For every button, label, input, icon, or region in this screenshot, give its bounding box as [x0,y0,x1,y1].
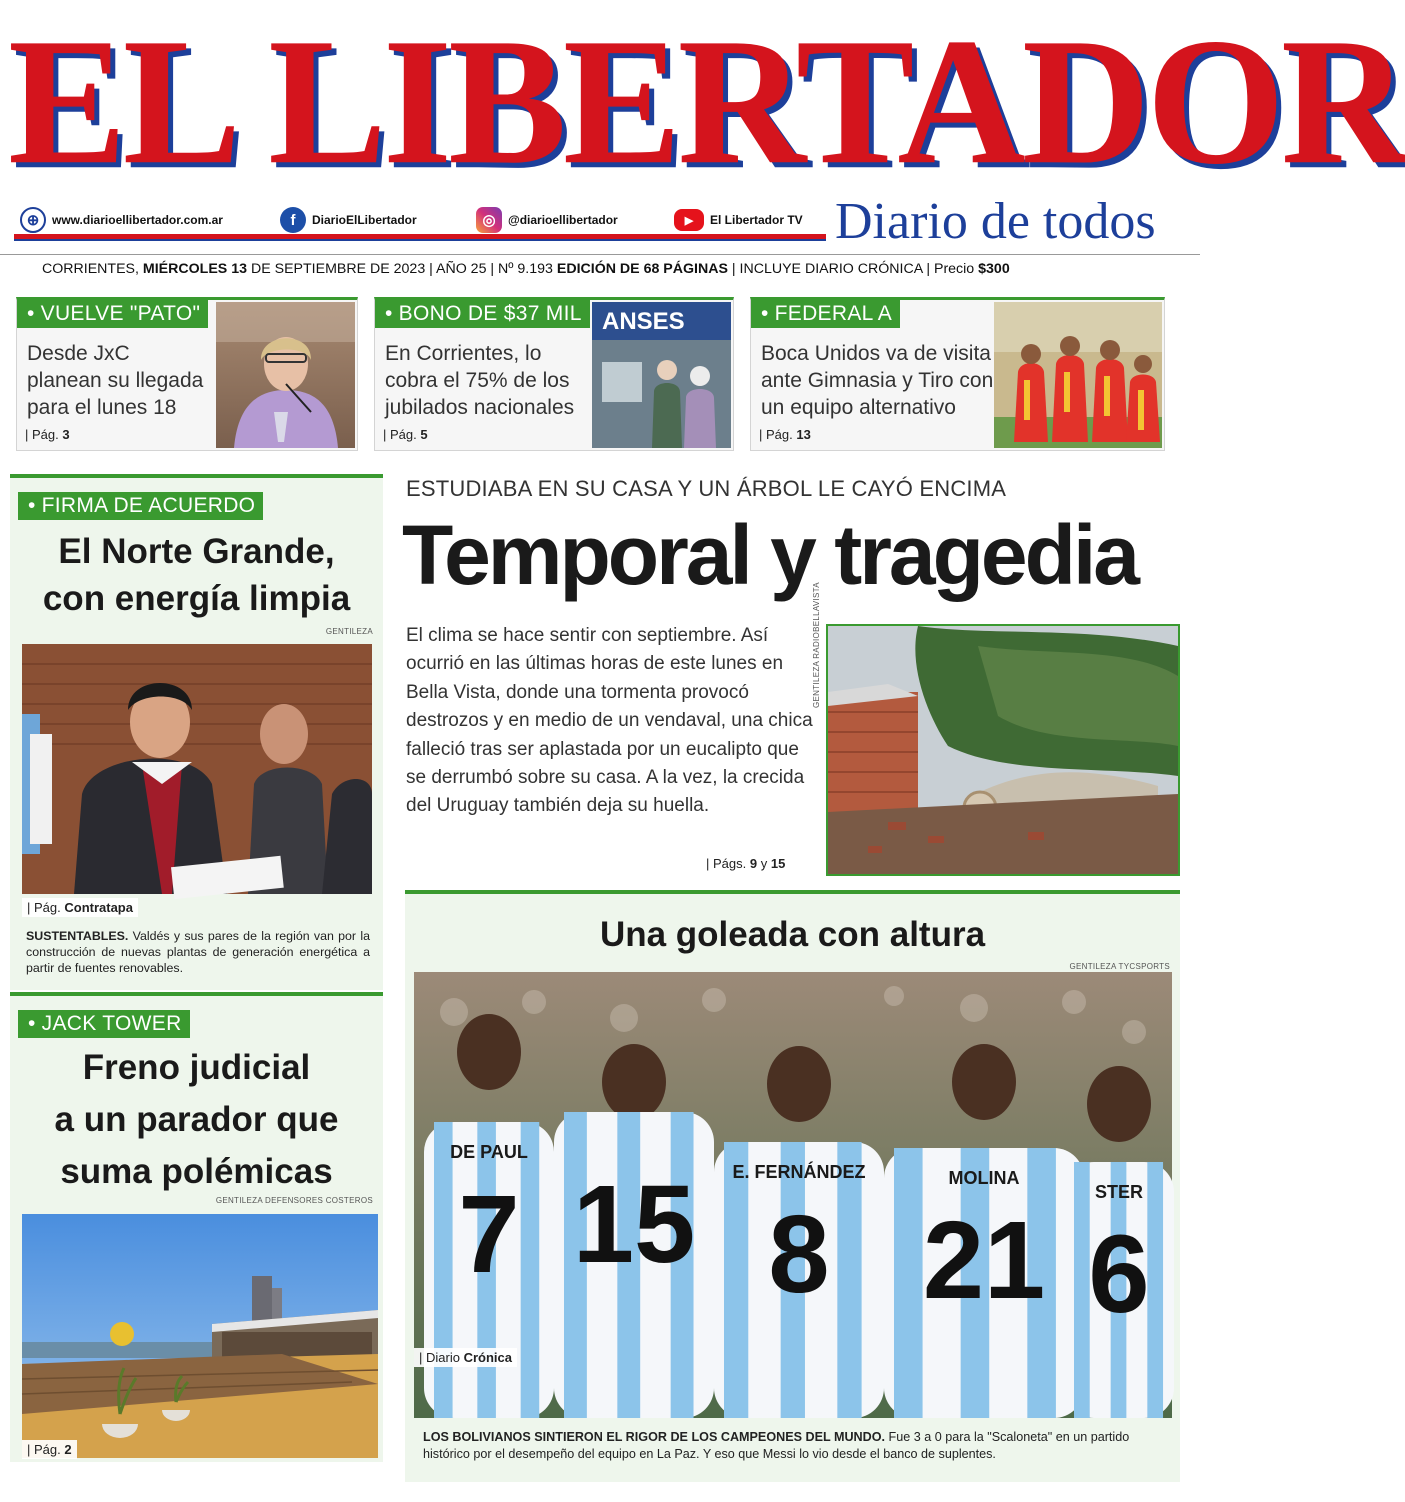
youtube-label: El Libertador TV [710,213,803,227]
teaser-line: para el lunes 18 [27,396,177,419]
main-lead: El clima se hace sentir con septiembre. Así ocurrió en las últimas horas de este lunes en Bella Vista, donde una tormenta provocó destrozos y en medio de un vendaval, una chica falleció tras ser aplastada por un eucalipto que se derrumbó sobre su casa. A la vez, la crecida del Uruguay también deja su huella. [406,625,813,817]
story-photo [22,644,372,894]
globe-icon: ⊕ [20,207,46,233]
website-label: www.diarioellibertador.com.ar [52,213,223,227]
teaser-line: planean su llegada [27,369,204,392]
story-page-ref: | Pág. Contratapa [22,898,138,917]
photo-credit: GENTILEZA [325,627,373,636]
masthead [0,0,1405,250]
story-seleccion[interactable] [405,890,1180,1482]
jersey-number: 6 [1088,1213,1150,1336]
dateline-city: CORRIENTES, [42,261,139,277]
jersey-name: DE PAUL [450,1142,528,1162]
teaser-page-ref: | Pág. 3 [25,427,70,442]
jersey-name: MOLINA [948,1168,1020,1188]
caption-text: Valdés y sus pares de la región van por la construcción de nuevas plantas de generación energética a partir de fuentes renovables. [26,929,370,975]
main-kicker: ESTUDIABA EN SU CASA Y UN ÁRBOL LE CAYÓ ENCIMA [406,476,1007,501]
teaser-federal[interactable] [750,297,1165,451]
jersey-name: E. FERNÁNDEZ [732,1162,866,1182]
teaser-tag: • VUELVE "PATO" [17,300,208,328]
story-headline [10,1042,383,1198]
caption-lead: LOS BOLIVIANOS SINTIERON EL RIGOR DE LOS CAMPEONES DEL MUNDO. [423,1430,886,1444]
teaser-line: jubilados nacionales [385,396,575,419]
main-photo [826,624,1180,876]
headline-line: El Norte Grande, [58,532,335,571]
story-caption [423,1429,1165,1462]
teaser-photo [216,302,355,448]
website-link[interactable] [20,205,223,235]
main-headline[interactable]: Temporal y tragedia [402,508,1138,602]
headline-line: con energía limpia [42,579,351,618]
facebook-link[interactable] [280,205,417,235]
teaser-photo [994,302,1162,448]
headline-line: suma polémicas [60,1152,333,1191]
story-headline: Una goleada con altura [599,915,986,954]
jersey-name: STER [1094,1182,1144,1202]
teaser-photo [592,302,731,448]
dateline-weekday: MIÉRCOLES 13 [142,261,247,277]
story-jack-tower[interactable] [10,992,383,1462]
masthead-rule [14,234,826,241]
teaser-line: Desde JxC [27,342,130,365]
story-headline [10,528,383,622]
story-tag: • JACK TOWER [18,1010,190,1038]
teaser-text [385,340,574,421]
story-page-ref: | Pág. 2 [22,1440,77,1459]
story-tag: • FIRMA DE ACUERDO [18,492,263,520]
dateline-edition: EDICIÓN DE 68 PÁGINAS [556,261,728,277]
instagram-link[interactable] [476,205,618,235]
teaser-line: ante Gimnasia y Tiro con [761,369,994,392]
teaser-tag: • BONO DE $37 MIL [375,300,590,328]
dateline [0,254,1200,282]
jersey-number: 21 [922,1199,1046,1322]
youtube-icon: ▶ [674,209,704,231]
dateline-includes: | INCLUYE DIARIO CRÓNICA | Precio [731,261,975,277]
teaser-text [761,340,993,421]
facebook-icon: f [280,207,306,233]
caption-lead: SUSTENTABLES. [26,929,129,943]
dateline-issue: DE SEPTIEMBRE DE 2023 | AÑO 25 | Nº 9.193 [250,261,553,277]
story-page-ref: | Diario Crónica [414,1348,517,1367]
jersey-number: 8 [768,1193,830,1316]
main-page-ref: | Págs. 9 y 15 [706,856,786,871]
teaser-line: un equipo alternativo [761,396,956,419]
jersey-number: 15 [572,1163,696,1286]
jersey-number: 7 [458,1173,520,1296]
dateline-price: $300 [978,261,1010,277]
story-caption [26,928,370,976]
social-bar [14,205,826,243]
facebook-label: DiarioElLibertador [312,213,417,227]
newspaper-logo: EL LIBERTADOR [8,0,1405,202]
teaser-line: cobra el 75% de los [385,369,570,392]
youtube-link[interactable] [674,205,803,235]
photo-credit: GENTILEZA DEFENSORES COSTEROS [215,1196,373,1205]
instagram-label: @diarioellibertador [508,213,618,227]
story-photo [414,972,1172,1418]
teaser-text [27,340,203,421]
teaser-pato[interactable] [16,297,358,451]
headline-line: Freno judicial [82,1048,311,1087]
teaser-page-ref: | Pág. 13 [759,427,811,442]
caption-text: Fue 3 a 0 para la "Scaloneta" en un partido histórico por el desempeño del equipo en La Paz. Y eso que Messi lo vio desde el banco de suplentes. [423,1430,1130,1461]
photo-credit: GENTILEZA TYCSPORTS [1069,962,1170,971]
anses-sign: ANSES [602,308,685,335]
instagram-icon: ◎ [476,207,502,233]
headline-line: a un parador que [54,1100,339,1139]
tagline: Diario de todos [835,193,1156,250]
teaser-line: Boca Unidos va de visita [761,342,991,365]
story-photo [22,1214,378,1458]
teaser-page-ref: | Pág. 5 [383,427,428,442]
teaser-tag: • FEDERAL A [751,300,900,328]
photo-credit: GENTILEZA RADIOBELLAVISTA [812,582,821,708]
story-norte-grande[interactable] [10,474,383,990]
teaser-line: En Corrientes, lo [385,342,542,365]
teaser-bono[interactable] [374,297,734,451]
